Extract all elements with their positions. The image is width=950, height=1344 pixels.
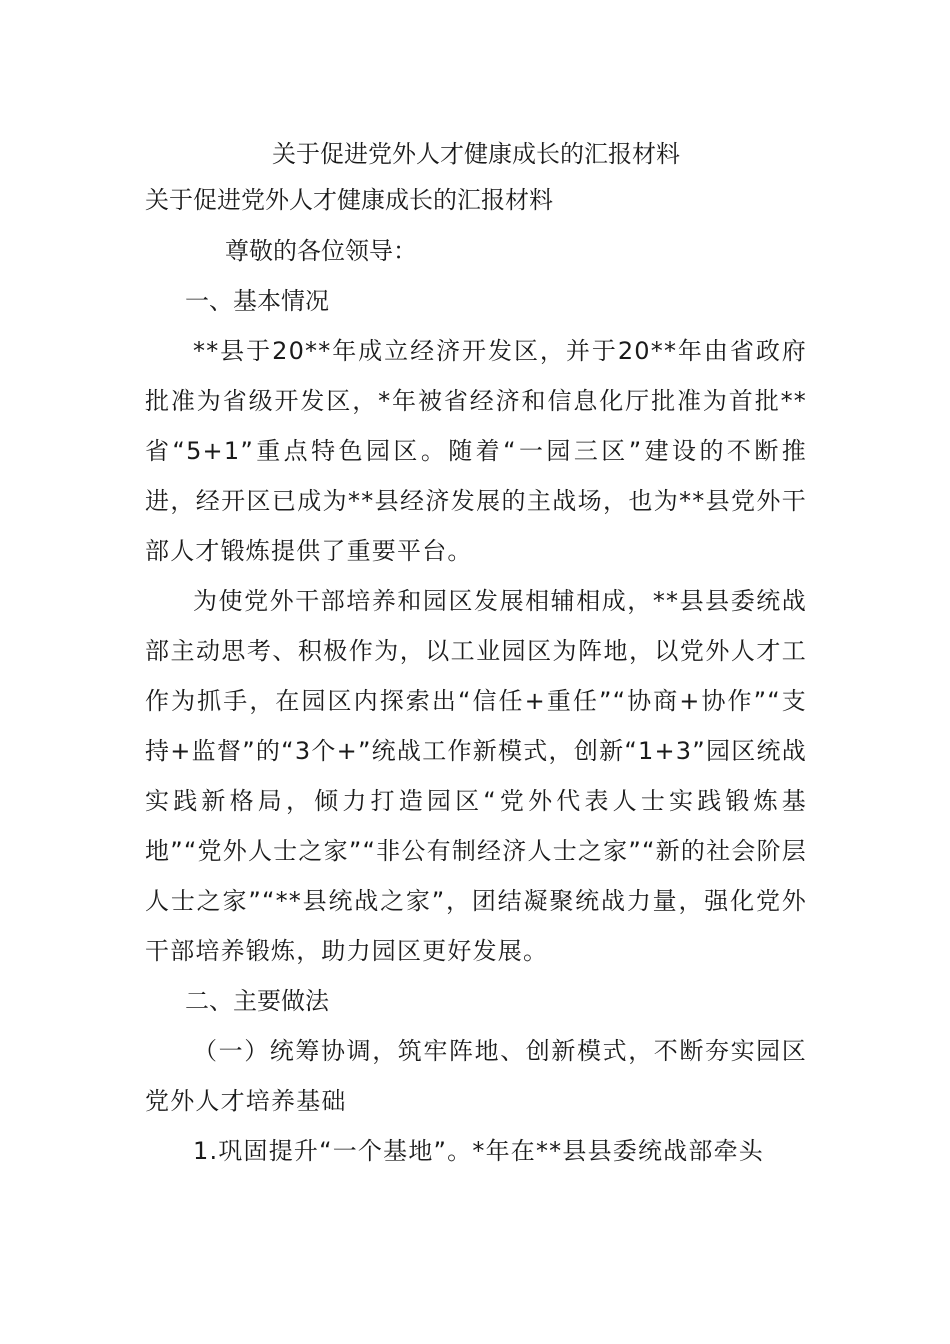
section-heading-basic: 一、基本情况 [185,287,329,315]
paragraph-basic-situation: **县于20**年成立经济开发区，并于20**年由省政府批准为省级开发区，*年被省经济和信息化厅批准为首批**省“5+1”重点特色园区。随着“一园三区”建设的不断推进，经开区已成为**县经济发展的主战场，也为**县党外干部人才锻炼提供了重要平台。 [145,337,807,565]
document-body [145,132,807,1176]
paragraph-work-model: 为使党外干部培养和园区发展相辅相成，**县县委统战部主动思考、积极作为，以工业园区为阵地，以党外人才工作为抓手，在园区内探索出“信任+重任”“协商+协作”“支持+监督”的“3个+”统战工作新模式，创新“1+3”园区统战实践新格局，倾力打造园区“党外代表人士实践锻炼基地”“党外人士之家”“非公有制经济人士之家”“新的社会阶层人士之家”“**县统战之家”，团结凝聚统战力量，强化党外干部培养锻炼，助力园区更好发展。 [145,587,807,965]
document-subtitle: 关于促进党外人才健康成长的汇报材料 [145,186,553,214]
section-heading-practices: 二、主要做法 [185,987,329,1015]
list-item-1: 1.巩固提升“一个基地”。*年在**县县委统战部牵头 [193,1137,764,1165]
salutation: 尊敬的各位领导： [225,237,417,265]
document-title: 关于促进党外人才健康成长的汇报材料 [272,140,680,168]
subsection-heading-1: （一）统筹协调，筑牢阵地、创新模式，不断夯实园区党外人才培养基础 [145,1037,807,1115]
